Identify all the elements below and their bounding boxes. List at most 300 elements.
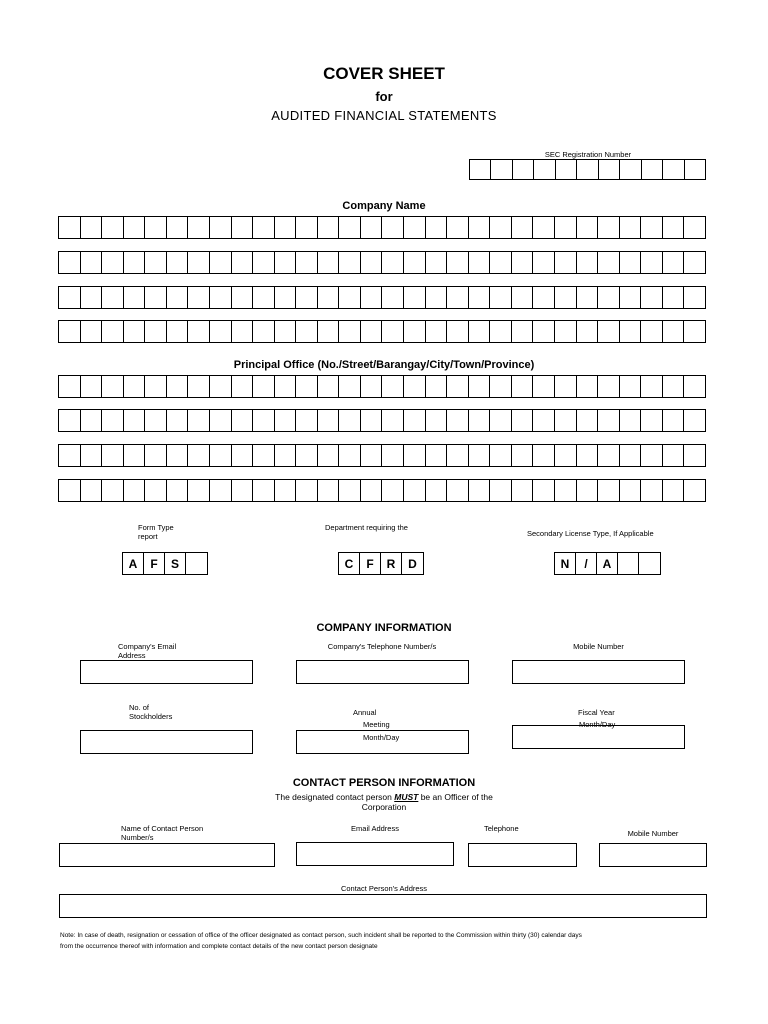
char-cell[interactable] xyxy=(275,321,297,342)
char-cell[interactable] xyxy=(167,217,189,238)
meeting-label: Meeting xyxy=(363,720,390,729)
char-cell[interactable] xyxy=(598,217,620,238)
char-cell[interactable] xyxy=(275,410,297,431)
char-cell[interactable] xyxy=(275,252,297,273)
char-cell[interactable] xyxy=(641,321,663,342)
sec-registration-cell[interactable] xyxy=(685,160,705,179)
principal-office-heading: Principal Office (No./Street/Barangay/City/Town/Province) xyxy=(233,359,535,371)
char-cell[interactable] xyxy=(318,252,340,273)
char-cell[interactable] xyxy=(620,376,642,397)
char-cell[interactable] xyxy=(339,321,361,342)
char-cell[interactable] xyxy=(555,410,577,431)
company-telephone-label: Company's Telephone Number/s xyxy=(327,642,437,651)
char-cell[interactable] xyxy=(469,321,491,342)
char-cell[interactable] xyxy=(447,480,469,501)
char-cell[interactable] xyxy=(145,410,167,431)
char-cell[interactable] xyxy=(210,252,232,273)
char-cell[interactable] xyxy=(102,480,124,501)
char-cell[interactable] xyxy=(512,410,534,431)
char-cell[interactable] xyxy=(361,287,383,308)
char-cell[interactable] xyxy=(404,445,426,466)
char-cell[interactable] xyxy=(232,321,254,342)
char-cell[interactable] xyxy=(232,445,254,466)
char-cell[interactable] xyxy=(555,287,577,308)
sec-registration-cell[interactable] xyxy=(470,160,491,179)
char-cell[interactable] xyxy=(210,480,232,501)
char-cell[interactable] xyxy=(684,217,705,238)
char-cell[interactable] xyxy=(533,480,555,501)
char-cell[interactable] xyxy=(296,321,318,342)
char-cell[interactable] xyxy=(577,445,599,466)
char-cell[interactable] xyxy=(296,445,318,466)
char-cell[interactable] xyxy=(210,445,232,466)
char-cell[interactable] xyxy=(81,445,103,466)
char-cell[interactable] xyxy=(663,321,685,342)
form-type-char-3[interactable]: S xyxy=(165,553,186,574)
principal-office-row-3[interactable] xyxy=(58,444,706,467)
char-cell[interactable] xyxy=(426,445,448,466)
char-cell[interactable] xyxy=(620,445,642,466)
char-cell[interactable] xyxy=(275,480,297,501)
contact-name-label: Name of Contact Person Number/s xyxy=(121,824,204,842)
char-cell[interactable] xyxy=(684,252,705,273)
char-cell[interactable] xyxy=(404,410,426,431)
char-cell[interactable] xyxy=(663,252,685,273)
char-cell[interactable] xyxy=(663,217,685,238)
char-cell[interactable] xyxy=(598,321,620,342)
sec-registration-cell[interactable] xyxy=(642,160,663,179)
char-cell[interactable] xyxy=(426,287,448,308)
char-cell[interactable] xyxy=(382,445,404,466)
char-cell[interactable] xyxy=(188,217,210,238)
char-cell[interactable] xyxy=(318,217,340,238)
char-cell[interactable] xyxy=(426,217,448,238)
char-cell[interactable] xyxy=(188,445,210,466)
char-cell[interactable] xyxy=(447,217,469,238)
char-cell[interactable] xyxy=(663,445,685,466)
char-cell[interactable] xyxy=(490,217,512,238)
char-cell[interactable] xyxy=(124,321,146,342)
char-cell[interactable] xyxy=(59,287,81,308)
form-type-label: Form Type report xyxy=(138,523,174,541)
principal-office-row-1[interactable] xyxy=(58,375,706,398)
secondary-license-char-3[interactable]: A xyxy=(597,553,618,574)
company-name-row-1[interactable] xyxy=(58,216,706,239)
char-cell[interactable] xyxy=(124,445,146,466)
char-cell[interactable] xyxy=(102,445,124,466)
sec-registration-cell[interactable] xyxy=(491,160,512,179)
char-cell[interactable] xyxy=(361,410,383,431)
contact-name-input[interactable] xyxy=(59,843,275,867)
char-cell[interactable] xyxy=(253,410,275,431)
form-type-char-2[interactable]: F xyxy=(144,553,165,574)
char-cell[interactable] xyxy=(598,287,620,308)
company-mobile-input[interactable] xyxy=(512,660,685,684)
char-cell[interactable] xyxy=(533,287,555,308)
char-cell[interactable] xyxy=(426,321,448,342)
char-cell[interactable] xyxy=(382,217,404,238)
char-cell[interactable] xyxy=(490,321,512,342)
char-cell[interactable] xyxy=(81,480,103,501)
char-cell[interactable] xyxy=(59,252,81,273)
char-cell[interactable] xyxy=(296,252,318,273)
char-cell[interactable] xyxy=(318,287,340,308)
char-cell[interactable] xyxy=(232,217,254,238)
char-cell[interactable] xyxy=(296,480,318,501)
annual-meeting-input[interactable] xyxy=(296,730,469,754)
char-cell[interactable] xyxy=(533,445,555,466)
contact-telephone-label: Telephone xyxy=(484,824,519,833)
char-cell[interactable] xyxy=(382,287,404,308)
char-cell[interactable] xyxy=(469,445,491,466)
char-cell[interactable] xyxy=(533,376,555,397)
char-cell[interactable] xyxy=(555,321,577,342)
char-cell[interactable] xyxy=(684,287,705,308)
char-cell[interactable] xyxy=(663,410,685,431)
char-cell[interactable] xyxy=(620,252,642,273)
char-cell[interactable] xyxy=(469,480,491,501)
char-cell[interactable] xyxy=(490,445,512,466)
sec-registration-cell[interactable] xyxy=(513,160,534,179)
char-cell[interactable] xyxy=(232,376,254,397)
char-cell[interactable] xyxy=(620,287,642,308)
char-cell[interactable] xyxy=(81,376,103,397)
char-cell[interactable] xyxy=(620,410,642,431)
char-cell[interactable] xyxy=(577,480,599,501)
char-cell[interactable] xyxy=(447,321,469,342)
char-cell[interactable] xyxy=(426,376,448,397)
char-cell[interactable] xyxy=(188,376,210,397)
char-cell[interactable] xyxy=(533,321,555,342)
char-cell[interactable] xyxy=(577,376,599,397)
secondary-license-char-1[interactable]: N xyxy=(555,553,576,574)
char-cell[interactable] xyxy=(577,321,599,342)
char-cell[interactable] xyxy=(253,480,275,501)
char-cell[interactable] xyxy=(296,376,318,397)
char-cell[interactable] xyxy=(404,252,426,273)
secondary-license-field[interactable] xyxy=(554,552,661,575)
char-cell[interactable] xyxy=(59,410,81,431)
char-cell[interactable] xyxy=(232,410,254,431)
char-cell[interactable] xyxy=(210,376,232,397)
char-cell[interactable] xyxy=(663,376,685,397)
char-cell[interactable] xyxy=(188,480,210,501)
sec-registration-field[interactable] xyxy=(469,159,706,180)
char-cell[interactable] xyxy=(404,321,426,342)
char-cell[interactable] xyxy=(102,410,124,431)
char-cell[interactable] xyxy=(533,252,555,273)
contact-address-input[interactable] xyxy=(59,894,707,918)
char-cell[interactable] xyxy=(663,287,685,308)
char-cell[interactable] xyxy=(275,217,297,238)
char-cell[interactable] xyxy=(577,252,599,273)
char-cell[interactable] xyxy=(145,480,167,501)
char-cell[interactable] xyxy=(533,410,555,431)
char-cell[interactable] xyxy=(188,410,210,431)
char-cell[interactable] xyxy=(361,480,383,501)
char-cell[interactable] xyxy=(232,480,254,501)
contact-info-subtitle xyxy=(0,792,768,802)
char-cell[interactable] xyxy=(59,480,81,501)
char-cell[interactable] xyxy=(447,376,469,397)
contact-email-input[interactable] xyxy=(296,842,454,866)
char-cell[interactable] xyxy=(447,252,469,273)
char-cell[interactable] xyxy=(167,445,189,466)
secondary-license-char-5[interactable] xyxy=(639,553,660,574)
char-cell[interactable] xyxy=(598,376,620,397)
company-name-row-3[interactable] xyxy=(58,286,706,309)
sec-registration-cell[interactable] xyxy=(663,160,684,179)
char-cell[interactable] xyxy=(339,376,361,397)
department-field[interactable] xyxy=(338,552,424,575)
char-cell[interactable] xyxy=(124,480,146,501)
char-cell[interactable] xyxy=(167,410,189,431)
annual-meeting-month-day: Month/Day xyxy=(363,733,400,742)
form-type-char-1[interactable]: A xyxy=(123,553,144,574)
char-cell[interactable] xyxy=(145,445,167,466)
char-cell[interactable] xyxy=(253,321,275,342)
char-cell[interactable] xyxy=(124,217,146,238)
char-cell[interactable] xyxy=(512,252,534,273)
char-cell[interactable] xyxy=(641,410,663,431)
char-cell[interactable] xyxy=(404,376,426,397)
char-cell[interactable] xyxy=(641,480,663,501)
char-cell[interactable] xyxy=(102,376,124,397)
char-cell[interactable] xyxy=(490,480,512,501)
char-cell[interactable] xyxy=(124,252,146,273)
char-cell[interactable] xyxy=(167,252,189,273)
sec-registration-cell[interactable] xyxy=(577,160,598,179)
char-cell[interactable] xyxy=(469,410,491,431)
char-cell[interactable] xyxy=(81,410,103,431)
char-cell[interactable] xyxy=(447,445,469,466)
char-cell[interactable] xyxy=(512,287,534,308)
department-char-4[interactable]: D xyxy=(408,556,417,571)
char-cell[interactable] xyxy=(210,287,232,308)
sec-registration-cell[interactable] xyxy=(534,160,555,179)
char-cell[interactable] xyxy=(318,480,340,501)
char-cell[interactable] xyxy=(382,321,404,342)
char-cell[interactable] xyxy=(102,217,124,238)
char-cell[interactable] xyxy=(361,321,383,342)
char-cell[interactable] xyxy=(145,376,167,397)
char-cell[interactable] xyxy=(490,287,512,308)
char-cell[interactable] xyxy=(469,252,491,273)
char-cell[interactable] xyxy=(145,252,167,273)
char-cell[interactable] xyxy=(145,321,167,342)
char-cell[interactable] xyxy=(339,252,361,273)
char-cell[interactable] xyxy=(296,410,318,431)
char-cell[interactable] xyxy=(684,376,705,397)
char-cell[interactable] xyxy=(684,480,705,501)
char-cell[interactable] xyxy=(167,376,189,397)
char-cell[interactable] xyxy=(426,252,448,273)
char-cell[interactable] xyxy=(318,445,340,466)
char-cell[interactable] xyxy=(490,252,512,273)
char-cell[interactable] xyxy=(512,376,534,397)
char-cell[interactable] xyxy=(232,252,254,273)
char-cell[interactable] xyxy=(641,445,663,466)
char-cell[interactable] xyxy=(145,287,167,308)
principal-office-row-2[interactable] xyxy=(58,409,706,432)
char-cell[interactable] xyxy=(102,252,124,273)
form-type-char-4[interactable] xyxy=(186,553,207,574)
char-cell[interactable] xyxy=(210,410,232,431)
char-cell[interactable] xyxy=(339,480,361,501)
page-subtitle: AUDITED FINANCIAL STATEMENTS xyxy=(271,108,497,123)
char-cell[interactable] xyxy=(318,321,340,342)
char-cell[interactable] xyxy=(167,480,189,501)
form-type-field[interactable] xyxy=(122,552,208,575)
company-email-input[interactable] xyxy=(80,660,253,684)
char-cell[interactable] xyxy=(188,252,210,273)
char-cell[interactable] xyxy=(577,410,599,431)
sec-registration-cell[interactable] xyxy=(556,160,577,179)
char-cell[interactable] xyxy=(232,287,254,308)
char-cell[interactable] xyxy=(490,410,512,431)
char-cell[interactable] xyxy=(598,445,620,466)
char-cell[interactable] xyxy=(684,321,705,342)
principal-office-row-4[interactable] xyxy=(58,479,706,502)
company-name-row-4[interactable] xyxy=(58,320,706,343)
char-cell[interactable] xyxy=(447,410,469,431)
char-cell[interactable] xyxy=(382,252,404,273)
char-cell[interactable] xyxy=(598,410,620,431)
char-cell[interactable] xyxy=(555,217,577,238)
char-cell[interactable] xyxy=(404,480,426,501)
char-cell[interactable] xyxy=(253,445,275,466)
char-cell[interactable] xyxy=(382,376,404,397)
char-cell[interactable] xyxy=(339,287,361,308)
char-cell[interactable] xyxy=(598,480,620,501)
stockholders-input[interactable] xyxy=(80,730,253,754)
char-cell[interactable] xyxy=(275,287,297,308)
char-cell[interactable] xyxy=(296,217,318,238)
char-cell[interactable] xyxy=(318,410,340,431)
char-cell[interactable] xyxy=(59,376,81,397)
char-cell[interactable] xyxy=(81,252,103,273)
char-cell[interactable] xyxy=(555,252,577,273)
department-char-3[interactable]: R xyxy=(381,553,402,574)
footnote-line-1: Note: In case of death, resignation or cessation of office of the officer designated as contact person, such incident shall be reported to the Commission within thirty (30) calendar days xyxy=(60,932,582,939)
char-cell[interactable] xyxy=(102,321,124,342)
char-cell[interactable] xyxy=(275,445,297,466)
company-mobile-label: Mobile Number xyxy=(573,642,624,651)
char-cell[interactable] xyxy=(59,321,81,342)
char-cell[interactable] xyxy=(253,287,275,308)
char-cell[interactable] xyxy=(512,480,534,501)
char-cell[interactable] xyxy=(577,217,599,238)
char-cell[interactable] xyxy=(469,376,491,397)
char-cell[interactable] xyxy=(361,252,383,273)
char-cell[interactable] xyxy=(426,480,448,501)
char-cell[interactable] xyxy=(555,480,577,501)
char-cell[interactable] xyxy=(512,321,534,342)
char-cell[interactable] xyxy=(512,445,534,466)
char-cell[interactable] xyxy=(641,252,663,273)
char-cell[interactable] xyxy=(81,217,103,238)
company-name-row-2[interactable] xyxy=(58,251,706,274)
char-cell[interactable] xyxy=(382,480,404,501)
char-cell[interactable] xyxy=(490,376,512,397)
char-cell[interactable] xyxy=(296,287,318,308)
secondary-license-label: Secondary License Type, If Applicable xyxy=(527,529,654,538)
char-cell[interactable] xyxy=(253,252,275,273)
char-cell[interactable] xyxy=(339,410,361,431)
char-cell[interactable] xyxy=(81,287,103,308)
char-cell[interactable] xyxy=(361,217,383,238)
char-cell[interactable] xyxy=(684,445,705,466)
char-cell[interactable] xyxy=(620,217,642,238)
char-cell[interactable] xyxy=(620,321,642,342)
page-title: COVER SHEET xyxy=(323,64,445,83)
department-char-2[interactable]: F xyxy=(360,553,381,574)
char-cell[interactable] xyxy=(512,217,534,238)
secondary-license-char-2[interactable]: / xyxy=(576,553,597,574)
char-cell[interactable] xyxy=(641,217,663,238)
char-cell[interactable] xyxy=(598,252,620,273)
char-cell[interactable] xyxy=(210,321,232,342)
char-cell[interactable] xyxy=(620,480,642,501)
char-cell[interactable] xyxy=(275,376,297,397)
char-cell[interactable] xyxy=(533,217,555,238)
char-cell[interactable] xyxy=(253,376,275,397)
contact-mobile-input[interactable] xyxy=(599,843,707,867)
char-cell[interactable] xyxy=(102,287,124,308)
char-cell[interactable] xyxy=(167,321,189,342)
sec-registration-cell[interactable] xyxy=(599,160,620,179)
char-cell[interactable] xyxy=(361,376,383,397)
char-cell[interactable] xyxy=(124,287,146,308)
char-cell[interactable] xyxy=(59,445,81,466)
company-telephone-input[interactable] xyxy=(296,660,469,684)
sec-registration-cell[interactable] xyxy=(620,160,641,179)
secondary-license-char-4[interactable] xyxy=(618,553,639,574)
char-cell[interactable] xyxy=(663,480,685,501)
char-cell[interactable] xyxy=(641,287,663,308)
char-cell[interactable] xyxy=(167,287,189,308)
char-cell[interactable] xyxy=(361,445,383,466)
char-cell[interactable] xyxy=(124,410,146,431)
fiscal-year-label: Fiscal Year xyxy=(578,708,615,717)
char-cell[interactable] xyxy=(404,287,426,308)
char-cell[interactable] xyxy=(577,287,599,308)
char-cell[interactable] xyxy=(469,287,491,308)
department-char-1[interactable]: C xyxy=(339,553,360,574)
char-cell[interactable] xyxy=(555,445,577,466)
char-cell[interactable] xyxy=(210,217,232,238)
char-cell[interactable] xyxy=(145,217,167,238)
char-cell[interactable] xyxy=(555,376,577,397)
char-cell[interactable] xyxy=(382,410,404,431)
contact-telephone-input[interactable] xyxy=(468,843,577,867)
char-cell[interactable] xyxy=(318,376,340,397)
char-cell[interactable] xyxy=(59,217,81,238)
char-cell[interactable] xyxy=(188,287,210,308)
char-cell[interactable] xyxy=(124,376,146,397)
char-cell[interactable] xyxy=(469,217,491,238)
char-cell[interactable] xyxy=(188,321,210,342)
char-cell[interactable] xyxy=(339,445,361,466)
char-cell[interactable] xyxy=(426,410,448,431)
char-cell[interactable] xyxy=(253,217,275,238)
char-cell[interactable] xyxy=(81,321,103,342)
char-cell[interactable] xyxy=(447,287,469,308)
char-cell[interactable] xyxy=(641,376,663,397)
char-cell[interactable] xyxy=(404,217,426,238)
char-cell[interactable] xyxy=(339,217,361,238)
char-cell[interactable] xyxy=(684,410,705,431)
